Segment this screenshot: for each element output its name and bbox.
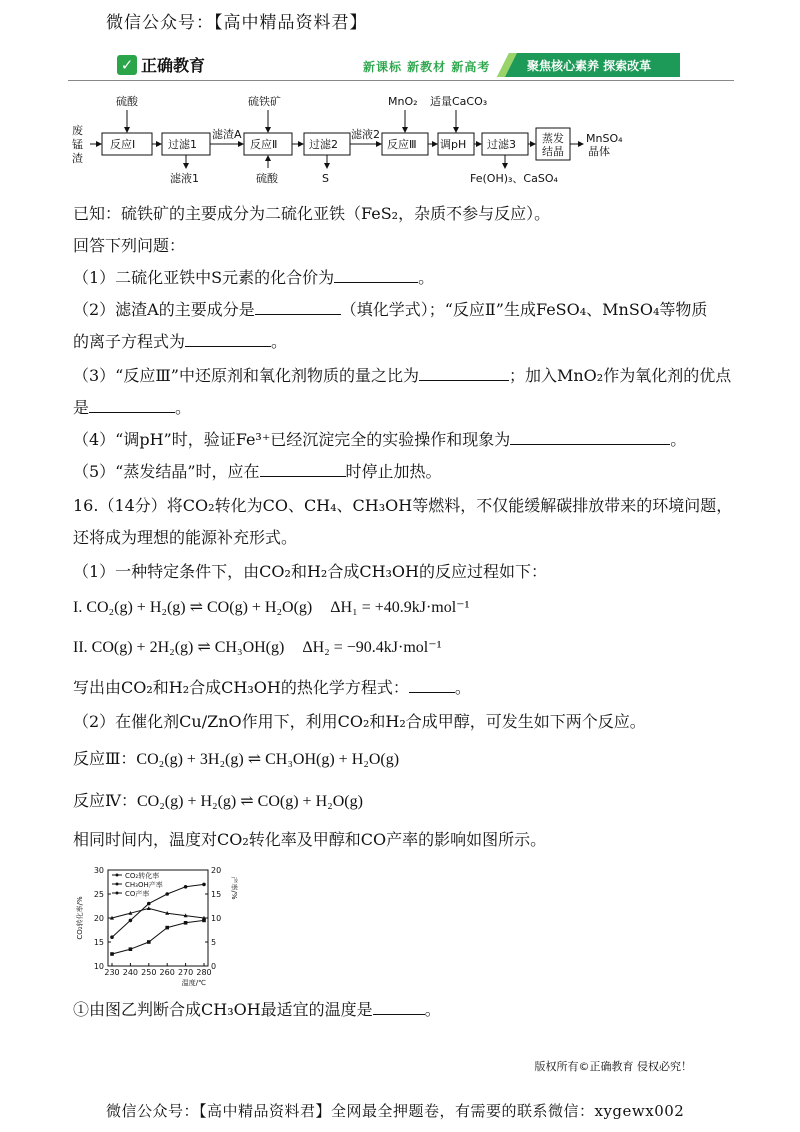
right-tick-label: 5 bbox=[211, 938, 217, 947]
bottom-footer: 微信公众号：【高中精品资料君】全网最全押题卷，有需要的联系微信：xygewx002 bbox=[106, 1102, 685, 1120]
x-tick-label: 270 bbox=[177, 968, 194, 977]
right-tick-label: 10 bbox=[211, 914, 222, 923]
series-point-1 bbox=[129, 947, 133, 951]
series-point-0 bbox=[165, 892, 169, 896]
sub1b-text: 。 bbox=[424, 1000, 441, 1019]
start-1: 废 bbox=[72, 124, 83, 137]
x-tick-label: 280 bbox=[196, 968, 212, 977]
q2b-text: （填化学式）；“反应Ⅱ”生成FeSO₄、MnSO₄等物质 bbox=[340, 300, 708, 319]
sub1-line bbox=[73, 1000, 441, 1020]
out-filtrate1: 滤液1 bbox=[170, 172, 199, 185]
x-tick-label: 260 bbox=[159, 968, 175, 977]
left-tick-label: 25 bbox=[93, 890, 104, 899]
q2a-text: （2）滤渣A的主要成分是 bbox=[73, 300, 255, 319]
brand-name: 正确教育 bbox=[141, 56, 206, 75]
right-tick-label: 15 bbox=[211, 890, 222, 899]
box-filter3: 过滤3 bbox=[487, 138, 516, 151]
slogan: 新课标 新教材 新高考 bbox=[363, 60, 491, 74]
legend-label-0: CO₂转化率 bbox=[125, 872, 160, 880]
r3-line: 反应Ⅲ：CO₂(g) + 3H₂(g) ⇌ CH₃OH(g) + H₂O(g) bbox=[73, 751, 400, 768]
out-acid: 硫酸 bbox=[256, 172, 278, 185]
q2c-line: 的离子方程式为 。 bbox=[73, 332, 288, 351]
eq2b: ΔH₂ = −90.4kJ·mol⁻¹ bbox=[302, 639, 442, 656]
r4-line: 反应Ⅳ：CO₂(g) + H₂(g) ⇌ CO(g) + H₂O(g) bbox=[73, 793, 363, 810]
q2c-text: 的离子方程式为 bbox=[73, 332, 186, 351]
process-flow bbox=[68, 92, 738, 192]
q5a-text: （5）“蒸发结晶”时，应在 bbox=[73, 462, 260, 481]
left-tick-label: 10 bbox=[93, 962, 104, 971]
series-point-2 bbox=[147, 906, 151, 910]
right-tick-label: 0 bbox=[211, 962, 217, 971]
series-point-1 bbox=[147, 940, 151, 944]
y-axis-label-left: CO₂转化率/% bbox=[76, 896, 84, 940]
top-header: 微信公众号：【高中精品资料君】 bbox=[106, 13, 368, 33]
input-acid: 硫酸 bbox=[116, 95, 138, 108]
q3c-line: 是 。 bbox=[73, 398, 192, 417]
p16q2-line: （2）在催化剂Cu/ZnO作用下，利用CO₂和H₂合成甲醇，可发生如下两个反应。 bbox=[73, 712, 646, 731]
banner bbox=[497, 53, 680, 77]
series-point-1 bbox=[165, 926, 169, 930]
eq2-line bbox=[73, 638, 441, 658]
write-text: 写出由CO₂和H₂合成CH₃OH的热化学方程式： bbox=[73, 678, 409, 697]
start-2: 锰 bbox=[72, 138, 83, 151]
answer-blank bbox=[89, 398, 175, 413]
brand-logo bbox=[117, 53, 205, 76]
eq1-line bbox=[73, 598, 469, 618]
legend-label-2: CO产率 bbox=[125, 890, 150, 898]
series-line-1 bbox=[112, 920, 204, 954]
banner-text: 聚焦核心素养 探索改革 bbox=[527, 59, 652, 73]
series-point-1 bbox=[184, 921, 188, 925]
eq1a: I. CO₂(g) + H₂(g) ⇌ CO(g) + H₂O(g) bbox=[73, 599, 313, 616]
line-chart bbox=[72, 862, 242, 990]
product-1: MnSO₄ bbox=[586, 132, 623, 145]
left-tick-label: 20 bbox=[93, 914, 104, 923]
box-reaction2: 反应Ⅱ bbox=[250, 138, 278, 151]
check-icon: ✓ bbox=[117, 55, 137, 75]
answer-blank bbox=[255, 300, 341, 315]
q1-text: （1）二硫化亚铁中S元素的化合价为 bbox=[73, 268, 335, 287]
q3c-text: 是 bbox=[73, 398, 90, 417]
series-line-2 bbox=[112, 908, 204, 918]
x-tick-label: 240 bbox=[122, 968, 139, 977]
x-axis-label: 温度/℃ bbox=[181, 979, 206, 987]
x-tick-label: 250 bbox=[141, 968, 157, 977]
known-line: 已知：硫铁矿的主要成分为二硫化亚铁（FeS₂，杂质不参与反应）。 bbox=[73, 204, 551, 223]
p16b-line: 还将成为理想的能源补充形式。 bbox=[73, 528, 298, 547]
start-3: 渣 bbox=[72, 152, 83, 165]
series-point-0 bbox=[129, 919, 133, 923]
series-point-1 bbox=[110, 952, 114, 956]
legend-marker-2 bbox=[116, 892, 119, 895]
write-line: 写出由CO₂和H₂合成CH₃OH的热化学方程式： 。 bbox=[73, 678, 471, 697]
answer-blank bbox=[510, 430, 670, 445]
q1-line: （1）二硫化亚铁中S元素的化合价为 。 bbox=[73, 268, 435, 287]
p16a-line: 16.（14分）将CO₂转化为CO、CH₄、CH₃OH等燃料，不仅能缓解碳排放带来的环境问题， bbox=[73, 496, 733, 515]
eq1b: ΔH₁ = +40.9kJ·mol⁻¹ bbox=[330, 599, 470, 616]
mid-filtrate2: 滤液2 bbox=[351, 128, 380, 141]
answer-blank bbox=[409, 678, 455, 693]
q4-line: （4）“调pH”时，验证Fe³⁺已经沉淀完全的实验操作和现象为 。 bbox=[73, 430, 687, 449]
y-axis-label-right: 产率/% bbox=[230, 876, 238, 900]
series-point-0 bbox=[184, 885, 188, 889]
answer-blank bbox=[260, 462, 346, 477]
series-point-0 bbox=[147, 902, 151, 906]
answer-blank bbox=[185, 332, 271, 347]
header-rule bbox=[68, 80, 734, 81]
input-mno2: MnO₂ bbox=[388, 95, 418, 108]
right-tick-label: 20 bbox=[211, 866, 222, 875]
x-tick-label: 230 bbox=[104, 968, 120, 977]
q4-text: （4）“调pH”时，验证Fe³⁺已经沉淀完全的实验操作和现象为 bbox=[73, 430, 511, 449]
out-precip: Fe(OH)₃、CaSO₄ bbox=[470, 172, 558, 185]
q3a-text: （3）“反应Ⅲ”中还原剂和氧化剂物质的量之比为 bbox=[73, 366, 419, 385]
input-pyrite: 硫铁矿 bbox=[248, 95, 281, 108]
q5b-text: 时停止加热。 bbox=[345, 462, 442, 481]
q3-line bbox=[73, 366, 731, 386]
q3b-text: ；加入MnO₂作为氧化剂的优点 bbox=[508, 366, 732, 385]
series-point-0 bbox=[110, 935, 114, 939]
out-s: S bbox=[322, 172, 329, 185]
sub1a-text: ①由图乙判断合成CH₃OH最适宜的温度是 bbox=[73, 1000, 373, 1019]
box-evap-1: 蒸发 bbox=[542, 132, 564, 145]
product-2: 晶体 bbox=[588, 145, 610, 158]
p16q1-line: （1）一种特定条件下，由CO₂和H₂合成CH₃OH的反应过程如下： bbox=[73, 562, 548, 581]
series-point-0 bbox=[202, 883, 206, 887]
answer-blank bbox=[419, 366, 509, 381]
mid-residueA: 滤渣A bbox=[212, 128, 242, 141]
box-reaction3: 反应Ⅲ bbox=[387, 138, 417, 151]
box-filter2: 过滤2 bbox=[309, 138, 338, 151]
left-tick-label: 15 bbox=[93, 938, 104, 947]
box-reaction1: 反应Ⅰ bbox=[110, 138, 136, 151]
box-ph: 调pH bbox=[440, 138, 467, 151]
box-filter1: 过滤1 bbox=[168, 138, 197, 151]
left-tick-label: 30 bbox=[93, 866, 104, 875]
eq2a: II. CO(g) + 2H₂(g) ⇌ CH₃OH(g) bbox=[73, 639, 285, 656]
answer-line: 回答下列问题： bbox=[73, 236, 186, 255]
answer-blank bbox=[334, 268, 418, 283]
answer-blank bbox=[373, 1000, 425, 1015]
legend-marker-0 bbox=[116, 874, 119, 877]
same-line: 相同时间内，温度对CO₂转化率及甲醇和CO产率的影响如图所示。 bbox=[73, 830, 547, 849]
copyright: 版权所有©正确教育 侵权必究！ bbox=[534, 1060, 692, 1073]
legend-label-1: CH₃OH产率 bbox=[125, 881, 163, 889]
q2-line bbox=[73, 300, 707, 320]
box-evap-2: 结晶 bbox=[542, 145, 564, 158]
q5-line bbox=[73, 462, 442, 482]
input-caco3: 适量CaCO₃ bbox=[430, 95, 488, 108]
legend-marker-1 bbox=[116, 883, 119, 886]
